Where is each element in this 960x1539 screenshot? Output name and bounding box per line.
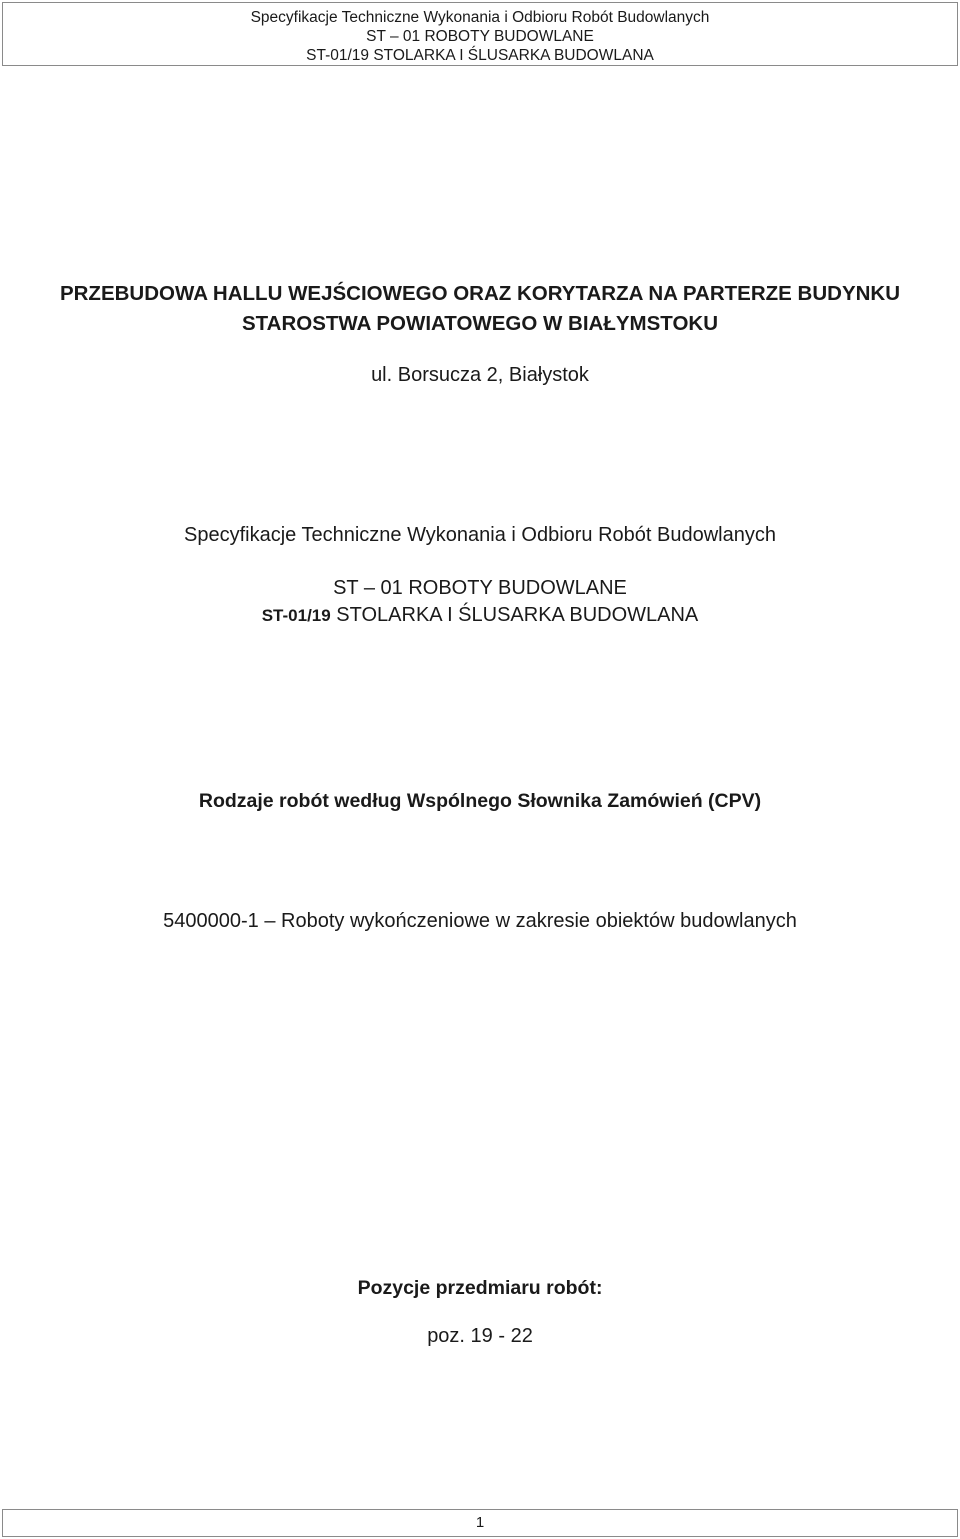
spec-st-group: ST – 01 ROBOTY BUDOWLANE: [333, 577, 627, 599]
project-title-line-1: PRZEBUDOWA HALLU WEJŚCIOWEGO ORAZ KORYTARZA NA PARTERZE BUDYNKU: [59, 282, 901, 305]
page-number: 1: [475, 1514, 485, 1531]
spec-title: Specyfikacje Techniczne Wykonania i Odbioru Robót Budowlanych: [183, 524, 776, 546]
cpv-heading: Rodzaje robót według Wspólnego Słownika Zamówień (CPV): [198, 790, 762, 812]
positions-value: poz. 19 - 22: [427, 1325, 533, 1347]
spec-st-code-line: [0, 604, 960, 627]
project-title-line-2: STAROSTWA POWIATOWEGO W BIAŁYMSTOKU: [241, 312, 719, 335]
spec-st-code: ST-01/19: [261, 606, 331, 625]
page-footer: [2, 1509, 958, 1537]
positions-heading: Pozycje przedmiaru robót:: [357, 1277, 603, 1299]
header-st-code: ST-01/19 STOLARKA I ŚLUSARKA BUDOWLANA: [306, 47, 654, 64]
project-address: ul. Borsucza 2, Białystok: [371, 364, 589, 386]
header-st-group: ST – 01 ROBOTY BUDOWLANE: [366, 28, 594, 45]
spec-st-name: STOLARKA I ŚLUSARKA BUDOWLANA: [336, 604, 699, 626]
header-spec-title: Specyfikacje Techniczne Wykonania i Odbioru Robót Budowlanych: [250, 9, 710, 26]
cpv-item: 5400000-1 – Roboty wykończeniowe w zakresie obiektów budowlanych: [163, 910, 797, 932]
page-header: [2, 2, 958, 66]
